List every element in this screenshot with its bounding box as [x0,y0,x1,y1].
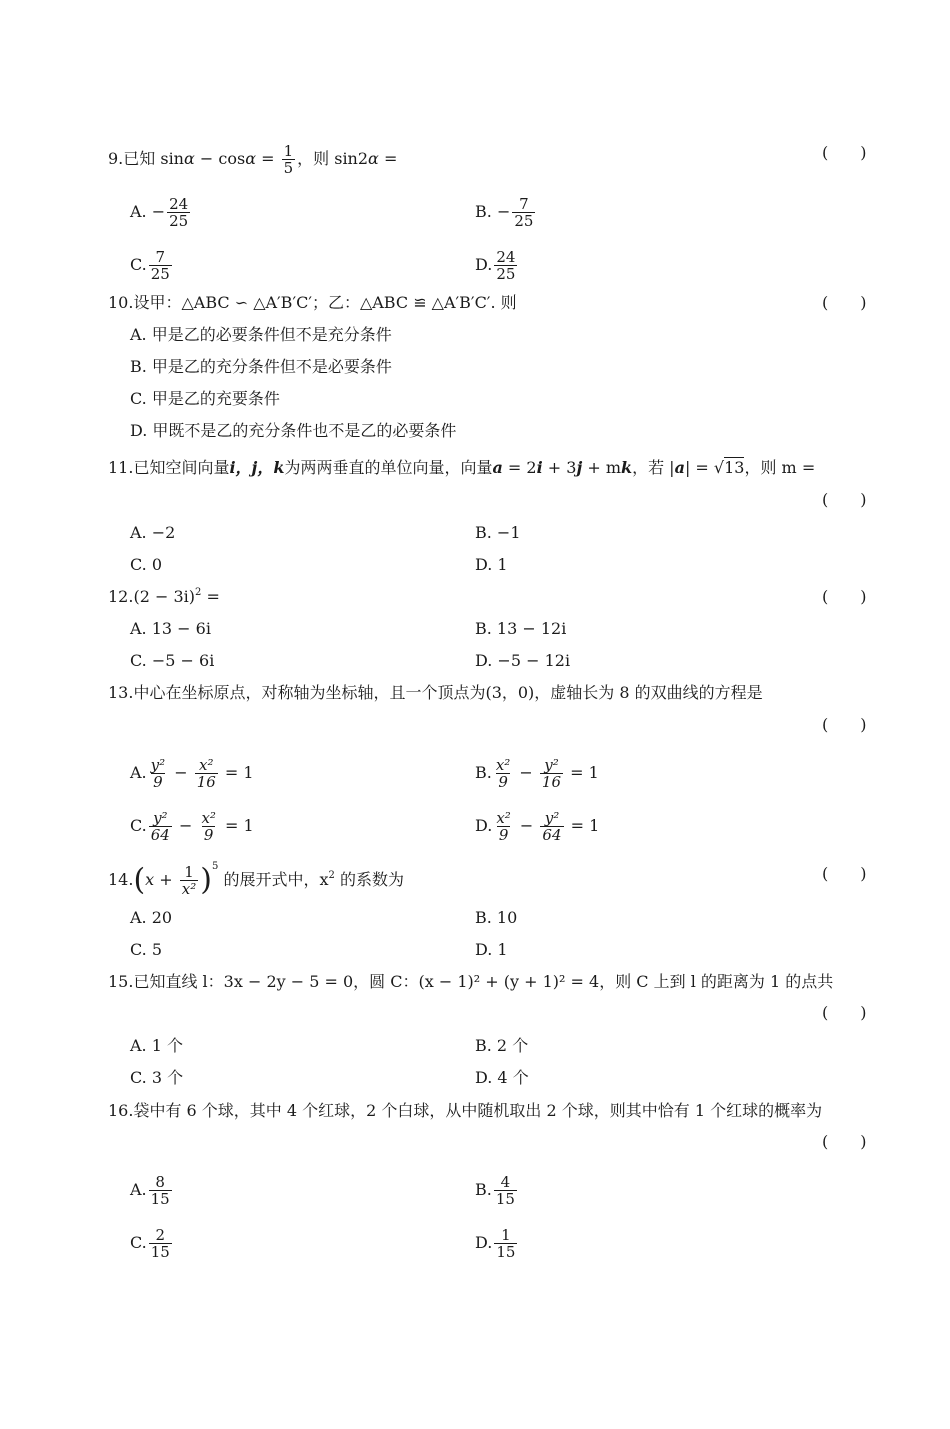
answer-bracket: ( ) [822,715,867,734]
answer-bracket: ( ) [822,143,867,162]
question-number: 12. [108,587,134,606]
question-number: 15. [108,972,134,991]
denominator: 5 [283,159,294,177]
answer-bracket: ( ) [822,1003,867,1022]
vector-i: i [536,458,543,477]
denominator: 25 [514,212,534,230]
q10-option-b: B. 甲是乙的充分条件但不是必要条件 [130,357,392,376]
q13-option-c [130,810,254,843]
q16-option-a [130,1174,174,1207]
vector-a: a [674,458,685,477]
question-16 [108,1101,822,1121]
vector-j: j [576,458,583,477]
q12-option-d: D. −5 − 12i [475,651,571,670]
q14-option-a: A. 20 [130,908,173,927]
sqrt-symbol: √ [713,458,725,477]
alpha-symbol: α [368,149,379,168]
exponent: 2 [195,587,202,598]
question-text: ，则 m = [744,458,816,477]
question-text: + m [582,458,621,477]
question-text: 中心在坐标原点，对称轴为坐标轴，且一个顶点为(3，0)，虚轴长为 8 的双曲线的方程是 [133,683,763,702]
numerator: y² [153,809,168,827]
option-label: D. [475,816,493,835]
question-number: 9. [108,149,124,168]
fraction [149,810,172,843]
q9-option-c [130,249,174,282]
numerator: 7 [155,248,166,266]
denominator: 9 [153,773,163,791]
equation-rhs: = 1 [225,816,254,835]
option-label: A. [130,763,147,782]
denominator: 25 [169,212,189,230]
q16-option-c [130,1227,174,1260]
denominator: 25 [150,265,170,283]
variable-x: x [145,870,155,889]
vector-k: k [620,458,633,477]
right-paren: ) [200,862,212,898]
fraction [149,1174,172,1207]
equation-rhs: = 1 [224,763,254,782]
denominator: 16 [196,773,216,791]
numerator: x² [199,756,214,774]
q13-option-d [475,810,599,843]
question-13 [108,683,763,703]
denominator: 9 [498,826,509,844]
question-15 [108,972,833,992]
question-11 [108,458,815,478]
q16-option-d [475,1227,519,1260]
question-text: 设甲：△ABC ∽ △A′B′C′；乙：△ABC ≌ △A′B′C′. 则 [133,293,517,312]
numerator: 7 [519,195,529,213]
vector-symbols: i，j，k [229,458,285,477]
answer-bracket: ( ) [822,864,867,883]
minus-sign: − [178,816,193,835]
minus-sign: − [519,816,534,835]
alpha-symbol: α [184,149,195,168]
fraction [512,196,535,229]
q12-option-c: C. −5 − 6i [130,651,215,670]
q15-option-d: D. 4 个 [475,1068,529,1087]
q14-option-c: C. 5 [130,940,163,959]
numerator: x² [496,809,511,827]
q11-option-b: B. −1 [475,523,521,542]
equation-rhs: = 1 [570,816,600,835]
denominator: 9 [498,773,508,791]
numerator: 4 [500,1173,511,1191]
denominator: 9 [203,826,214,844]
option-label: C. [130,1233,147,1252]
numerator: y² [544,809,560,827]
q11-option-c: C. 0 [130,555,163,574]
minus-sign: − [496,202,511,221]
fraction [180,864,198,897]
q10-option-d: D. 甲既不是乙的充分条件也不是乙的必要条件 [130,421,457,440]
sqrt-radicand: 13 [724,458,745,477]
answer-bracket: ( ) [822,1132,867,1151]
q13-option-a [130,757,254,790]
q14-option-d: D. 1 [475,940,508,959]
left-paren: ( [133,862,146,898]
option-label: A. [130,1180,147,1199]
fraction [494,757,512,790]
question-9 [108,143,397,176]
question-14 [108,861,404,898]
fraction [167,196,190,229]
answer-bracket: ( ) [822,490,867,509]
numerator: 24 [496,248,516,266]
q9-text: 已知 sin [123,149,184,168]
question-text: 的系数为 [334,870,404,889]
numerator: y² [150,756,166,774]
question-number: 13. [108,683,134,702]
denominator: 15 [496,1243,516,1261]
question-number: 16. [108,1101,134,1120]
denominator: 15 [150,1243,170,1261]
answer-bracket: ( ) [822,293,867,312]
minus-sign: − [151,202,166,221]
q13-option-b [475,757,599,790]
q9-text: = [256,149,280,168]
q9-option-a [130,196,192,229]
exponent: 5 [211,861,219,872]
denominator: 15 [495,1190,515,1208]
question-number: 10. [108,293,134,312]
option-label: A. [130,202,147,221]
denominator: 64 [150,826,170,844]
question-text: (2 − 3i) [133,587,195,606]
q12-option-a: A. 13 − 6i [130,619,211,638]
q10-option-a: A. 甲是乙的必要条件但不是充分条件 [130,325,392,344]
numerator: 1 [283,142,294,160]
question-text: 已知直线 l：3x − 2y − 5 = 0，圆 C：(x − 1)² + (y + 1)² = 4，则 C 上到 l 的距离为 1 的点共 [133,972,834,991]
fraction [149,249,172,282]
question-number: 14. [108,870,134,889]
minus-sign: − [519,763,533,782]
option-label: D. [475,1233,493,1252]
fraction [540,810,563,843]
fraction [149,757,168,790]
q14-option-b: B. 10 [475,908,518,927]
question-12 [108,587,220,607]
fraction [195,757,218,790]
fraction [540,757,563,790]
plus-sign: + [154,870,178,889]
question-text: + 3 [542,458,577,477]
q12-option-b: B. 13 − 12i [475,619,567,638]
numerator: y² [544,756,559,774]
denominator: 15 [150,1190,170,1208]
option-label: C. [130,816,147,835]
question-number: 11. [108,458,134,477]
fraction [494,1227,517,1260]
fraction [494,249,517,282]
q16-option-b [475,1174,519,1207]
q9-text: = [378,149,398,168]
option-label: B. [475,202,492,221]
option-label: B. [475,763,492,782]
numerator: 8 [155,1173,165,1191]
question-text: 袋中有 6 个球，其中 4 个红球，2 个白球，从中随机取出 2 个球，则其中恰有 1 个红球的概率为 [133,1101,823,1120]
q11-option-a: A. −2 [130,523,176,542]
numerator: 1 [184,863,194,881]
question-text: 已知空间向量 [133,458,230,477]
denominator: 25 [496,265,516,283]
numerator: 24 [169,195,189,213]
question-text: = 2 [502,458,537,477]
fraction [494,1174,517,1207]
fraction [199,810,217,843]
exponent: 2 [328,870,335,881]
fraction [149,1227,172,1260]
minus-sign: − [174,763,188,782]
q11-option-d: D. 1 [475,555,508,574]
numerator: x² [201,809,216,827]
vector-a: a [492,458,503,477]
denominator: 64 [542,826,562,844]
q9-option-d [475,249,519,282]
q15-option-b: B. 2 个 [475,1036,529,1055]
q15-option-c: C. 3 个 [130,1068,184,1087]
question-text: 的展开式中，x [218,870,329,889]
q15-option-a: A. 1 个 [130,1036,183,1055]
question-text: 为两两垂直的单位向量，向量 [284,458,493,477]
fraction [494,810,512,843]
denominator: 16 [541,773,562,791]
alpha-symbol: α [245,149,257,168]
numerator: 2 [155,1226,166,1244]
denominator: x² [181,880,197,898]
option-label: D. [475,255,493,274]
q9-text: ，则 sin2 [297,149,369,168]
answer-bracket: ( ) [822,587,867,606]
q9-option-b [475,196,537,229]
question-text: ，若 | [632,458,675,477]
option-label: B. [475,1180,492,1199]
q9-text: − cos [194,149,246,168]
question-text: = [201,587,220,606]
question-10 [108,293,517,313]
fraction [282,143,296,176]
option-label: C. [130,255,147,274]
equation-rhs: = 1 [570,763,599,782]
question-text: | = [684,458,714,477]
numerator: 1 [501,1226,511,1244]
numerator: x² [495,756,511,774]
q10-option-c: C. 甲是乙的充要条件 [130,389,280,408]
